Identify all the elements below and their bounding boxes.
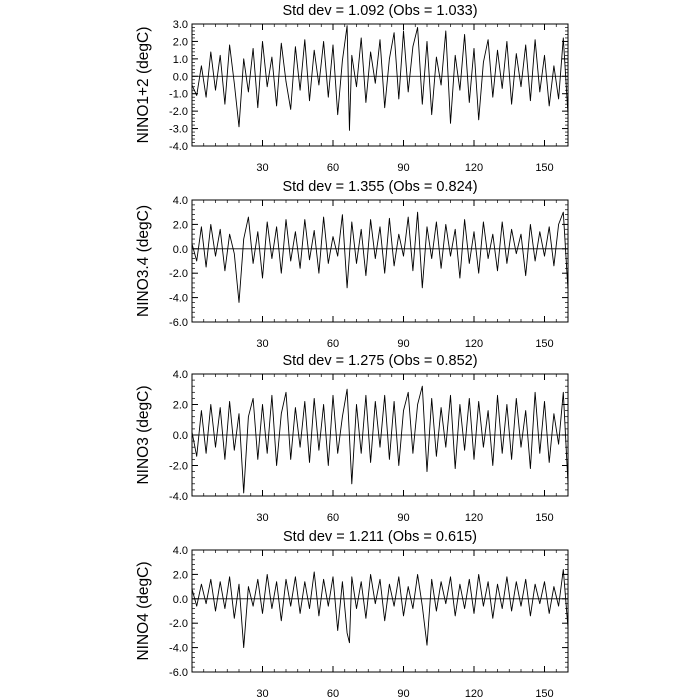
x-tick-label: 30	[256, 338, 269, 350]
chart-title: Std dev = 1.355 (Obs = 0.824)	[282, 179, 478, 195]
y-tick-label: -4.0	[169, 141, 188, 153]
y-tick-label: -1.0	[169, 88, 188, 101]
chart-panel-2	[135, 179, 568, 350]
series-line-1	[192, 26, 568, 131]
x-tick-label: 120	[464, 338, 484, 350]
x-tick-label: 30	[256, 162, 269, 174]
y-tick-label: 0.0	[172, 243, 188, 256]
y-tick-label: -2.0	[169, 460, 188, 473]
y-tick-label: -3.0	[169, 123, 188, 136]
y-tick-label: 4.0	[172, 369, 188, 381]
y-tick-label: 3.0	[172, 19, 188, 31]
y-tick-label: 0.0	[172, 71, 188, 84]
x-tick-label: 150	[535, 162, 554, 174]
y-tick-label: 4.0	[172, 545, 188, 557]
x-tick-label: 30	[256, 512, 269, 524]
chart-title: Std dev = 1.092 (Obs = 1.033)	[282, 3, 478, 19]
x-tick-label: 90	[397, 512, 410, 524]
y-tick-label: 2.0	[172, 36, 188, 49]
x-tick-label: 60	[326, 512, 340, 524]
y-axis-label: NINO4 (degC)	[135, 561, 152, 661]
x-tick-label: 150	[535, 688, 554, 700]
chart-panel-3	[135, 353, 568, 524]
y-tick-label: 2.0	[172, 569, 188, 582]
x-tick-label: 60	[326, 162, 340, 174]
y-tick-label: -2.0	[169, 106, 188, 119]
y-tick-label: -2.0	[169, 268, 188, 281]
chart-title: Std dev = 1.275 (Obs = 0.852)	[282, 353, 478, 369]
y-tick-label: 4.0	[172, 195, 188, 207]
x-tick-label: 150	[535, 338, 554, 350]
x-tick-label: 90	[397, 338, 410, 350]
chart-panel-4	[135, 529, 568, 700]
x-tick-label: 60	[326, 338, 340, 350]
y-tick-label: -2.0	[169, 618, 188, 631]
y-tick-label: 0.0	[172, 593, 188, 606]
x-tick-label: 120	[464, 688, 484, 700]
chart-panel-1	[135, 3, 568, 174]
y-tick-label: -6.0	[169, 667, 188, 679]
x-tick-label: 120	[464, 512, 484, 524]
x-tick-label: 120	[464, 162, 484, 174]
y-tick-label: 0.0	[172, 430, 188, 442]
x-tick-label: 150	[535, 512, 554, 524]
y-axis-label: NINO1+2 (degC)	[135, 26, 152, 144]
y-tick-label: 2.0	[172, 399, 188, 412]
x-tick-label: 60	[326, 688, 340, 700]
y-tick-label: 1.0	[172, 53, 188, 66]
series-line-1	[192, 386, 568, 493]
x-tick-label: 90	[397, 162, 410, 174]
y-axis-label: NINO3.4 (degC)	[135, 205, 152, 317]
y-tick-label: -4.0	[169, 642, 188, 655]
x-tick-label: 90	[397, 688, 410, 700]
y-tick-label: -6.0	[169, 317, 188, 329]
chart-title: Std dev = 1.211 (Obs = 0.615)	[283, 529, 477, 545]
series-line-1	[192, 212, 568, 302]
y-axis-label: NINO3 (degC)	[135, 385, 152, 485]
y-tick-label: 2.0	[172, 219, 188, 232]
series-line-1	[192, 570, 568, 648]
x-tick-label: 30	[256, 688, 269, 700]
y-tick-label: -4.0	[169, 292, 188, 305]
y-tick-label: -4.0	[169, 491, 188, 503]
